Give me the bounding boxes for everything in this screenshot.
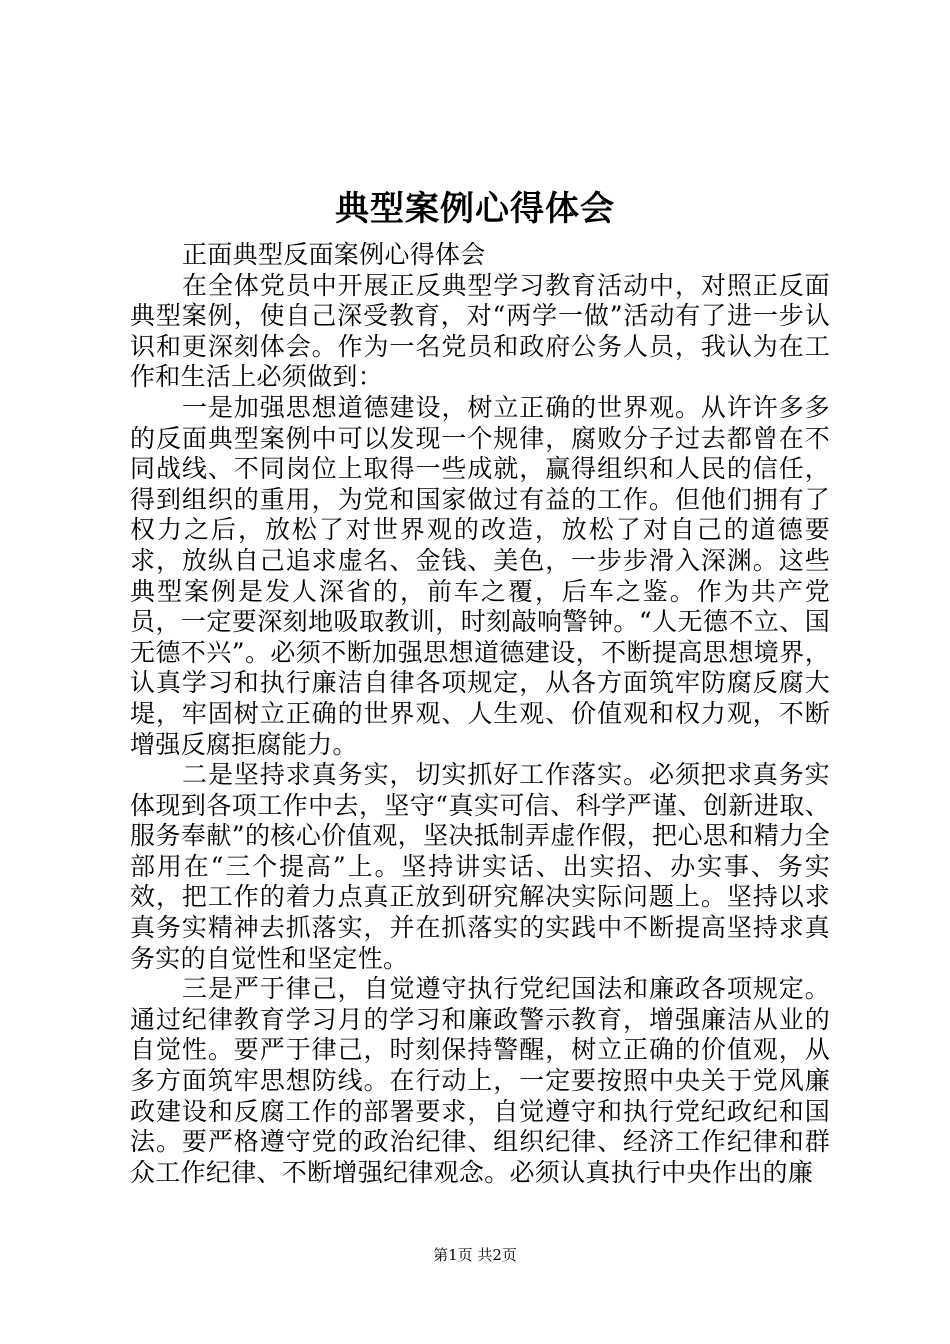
paragraph-subtitle: 正面典型反面案例心得体会 <box>182 240 486 269</box>
paragraph-point-one: 一是加强思想道德建设，树立正确的世界观。从许许多多的反面典型案例中可以发现一个规律，腐败分子过去都曾在不同战线、不同岗位上取得一些成就，赢得组织和人民的信任，得到组织的重用，为党和国家做过有益的工作。但他们拥有了权力之后，放松了对世界观的改造，放松了对自己的道德要求，放纵自己追求虚名、金钱、美色，一步步滑入深渊。这些典型案例是发人深省的，前车之覆，后车之鉴。作为共产党员，一定要深刻地吸取教训，时刻敲响警钟。“人无德不立、国无德不兴”。必须不断加强思想道德建设，不断提高思想境界，认真学习和执行廉洁自律各项规定，从各方面筑牢防腐反腐大堤，牢固树立正确的世界观、人生观、价值观和权力观，不断增强反腐拒腐能力。 <box>130 392 830 759</box>
document-body <box>130 240 830 1188</box>
paragraph-point-three: 三是严于律己，自觉遵守执行党纪国法和廉政各项规定。通过纪律教育学习月的学习和廉政警示教育，增强廉洁从业的自觉性。要严于律己，时刻保持警醒，树立正确的价值观，从多方面筑牢思想防线。在行动上，一定要按照中央关于党风廉政建设和反腐工作的部署要求，自觉遵守和执行党纪政纪和国法。要严格遵守党的政治纪律、组织纪律、经济工作纪律和群众工作纪律、不断增强纪律观念。必须认真执行中央作出的廉 <box>130 974 830 1187</box>
document-title: 典型案例心得体会 <box>335 189 615 229</box>
paragraph-intro: 在全体党员中开展正反典型学习教育活动中，对照正反面典型案例，使自己深受教育，对“两学一做”活动有了进一步认识和更深刻体会。作为一名党员和政府公务人员，我认为在工作和生活上必须做到： <box>130 270 830 392</box>
page-number-footer: 第1页 共2页 <box>433 1246 517 1264</box>
paragraph-point-two: 二是坚持求真务实，切实抓好工作落实。必须把求真务实体现到各项工作中去，坚守“真实可信、科学严谨、创新进取、服务奉献”的核心价值观，坚决抵制弄虚作假，把心思和精力全部用在“三个提高”上。坚持讲实话、出实招、办实事、务实效，把工作的着力点真正放到研究解决实际问题上。坚持以求真务实精神去抓落实，并在抓落实的实践中不断提高坚持求真务实的自觉性和坚定性。 <box>130 760 830 973</box>
